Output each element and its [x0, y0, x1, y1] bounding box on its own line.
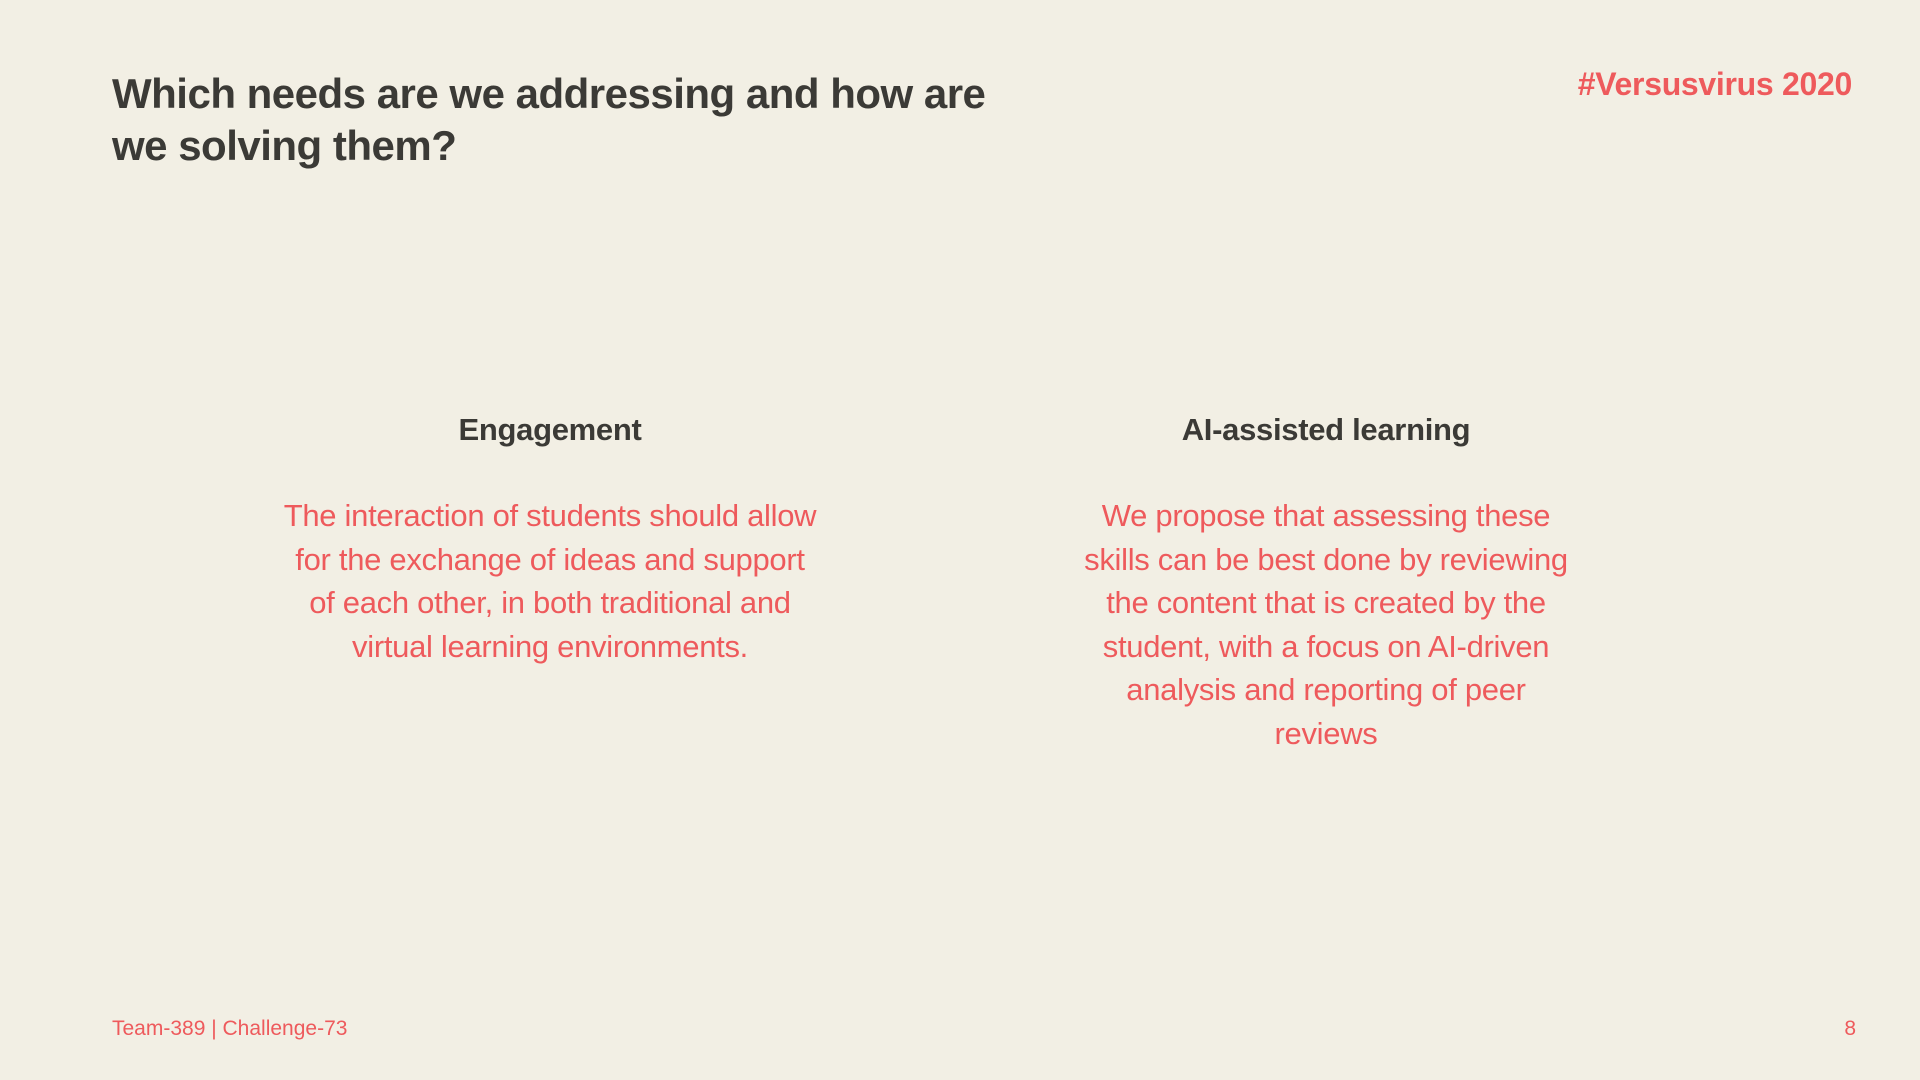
- slide-title: Which needs are we addressing and how are we solving them?: [112, 70, 986, 169]
- ai-learning-text: We propose that assessing these skills can be best done by reviewing the content that is created by the student, with a focus on AI-driven analysis and reporting of peer reviews: [1084, 498, 1568, 751]
- ai-learning-column: [1046, 410, 1606, 755]
- ai-learning-heading: AI-assisted learning: [1181, 412, 1471, 447]
- engagement-heading: Engagement: [458, 412, 642, 447]
- engagement-text: The interaction of students should allow for the exchange of ideas and support of each other, in both traditional and virtual learning environments.: [283, 498, 817, 664]
- page-number: 8: [1844, 1017, 1856, 1040]
- team-challenge-footer: Team-389 | Challenge-73: [112, 1017, 348, 1040]
- hashtag-label: #Versusvirus 2020: [1577, 66, 1852, 102]
- engagement-column: [270, 410, 830, 668]
